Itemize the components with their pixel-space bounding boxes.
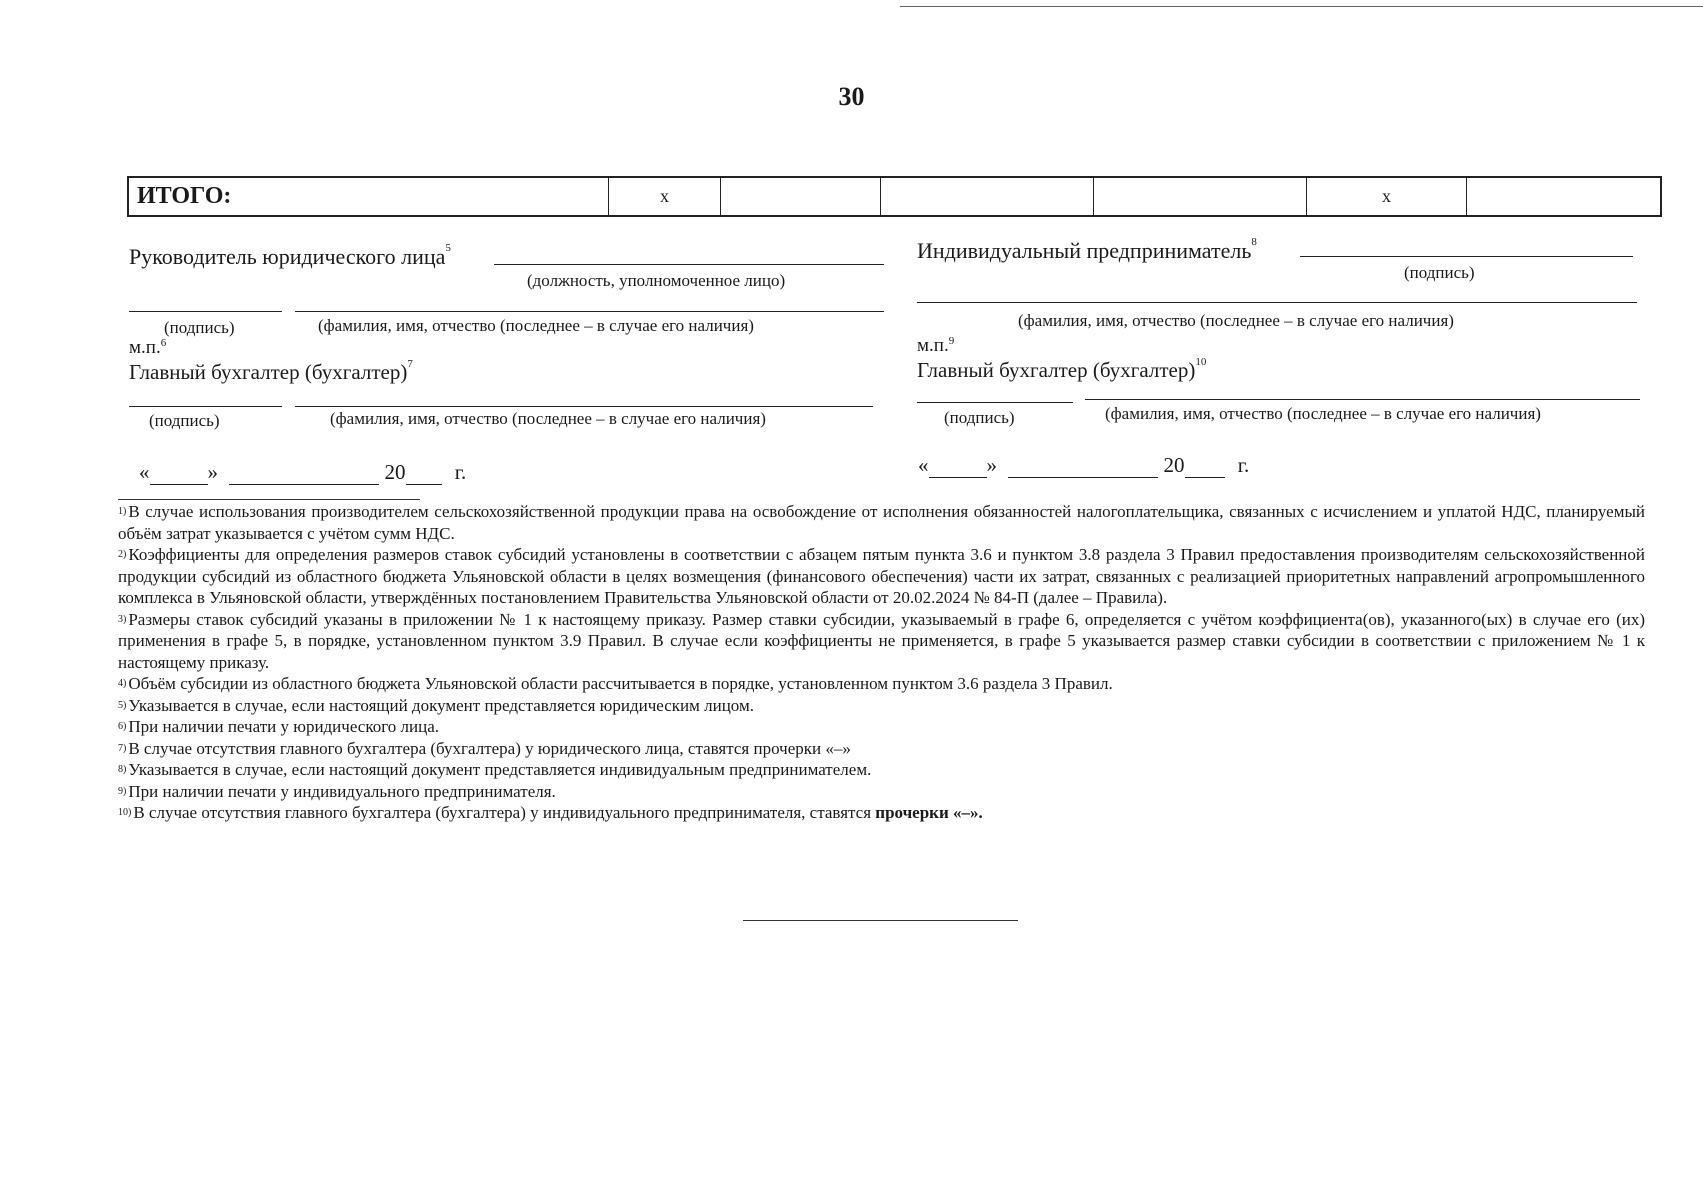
totals-table bbox=[127, 176, 1662, 217]
right-accountant-signature-caption: (подпись) bbox=[944, 408, 1015, 427]
footnote-5: $^{5)}$ Указывается в случае, если настоящий документ представляется юридическим лицом. bbox=[118, 695, 754, 715]
totals-cell-3 bbox=[721, 177, 881, 216]
totals-cell-2: х bbox=[609, 177, 721, 216]
left-fio-caption: (фамилия, имя, отчество (последнее – в случае его наличия) bbox=[318, 316, 754, 335]
page-number: 30 bbox=[838, 82, 865, 111]
right-accountant-signature-line bbox=[917, 402, 1073, 403]
totals-cell-6: х bbox=[1307, 177, 1467, 216]
footnote-8: $^{8)}$ Указывается в случае, если настоящий документ представляется индивидуальным предпринимателем. bbox=[118, 760, 872, 779]
footnote-2: $^{2)}$ Коэффициенты для определения размеров ставок субсидий установлены в соответствии с абзацем пятым пункта 3.6 и пунктом 3.8 раздела 3 Правил предоставления производителям сельскохозяйственной продукции субсидий из областного бюджета Ульяновской области в целях возмещения (финансового обеспечения) части их затрат, связанных с реализацией приоритетных направлений агропромышленного комплекса в Ульяновской области, утверждённых постановлением Правительства Ульяновской области от 20.02.2024 № 84-П (далее – Правила). bbox=[118, 545, 1645, 607]
left-fio-line bbox=[295, 311, 884, 312]
totals-cell-7 bbox=[1467, 177, 1662, 216]
ip-signature-line bbox=[1300, 256, 1633, 257]
ip-fio-line bbox=[917, 302, 1637, 303]
totals-label: ИТОГО: bbox=[128, 177, 609, 216]
position-line bbox=[494, 264, 884, 265]
left-accountant-signature-line bbox=[129, 406, 282, 407]
totals-cell-5 bbox=[1094, 177, 1307, 216]
footnote-3: $^{3)}$ Размеры ставок субсидий указаны в приложении № 1 к настоящему приказу. Размер ставки субсидии, указываемый в графе 6, определяется с учётом коэффициента(ов), указанного(ых) в случае его (их) применения в графе 5, в порядке, установленном пунктом 3.9 Правил. В случае если коэффициенты не применяется, в графе 5 указывается размер ставки субсидии в соответствии с приложением № 1 к настоящему приказу. bbox=[118, 609, 1645, 672]
right-accountant-title: Главный бухгалтер (бухгалтер)$^{10}$ bbox=[917, 356, 1207, 382]
footnote-separator bbox=[118, 499, 420, 500]
footnote-6: $^{6)}$ При наличии печати у юридического лица. bbox=[118, 717, 440, 736]
left-signature-line bbox=[129, 311, 282, 312]
left-signature-caption: (подпись) bbox=[164, 318, 235, 337]
footnote-7: $^{7)}$ В случае отсутствия главного бухгалтера (бухгалтера) у юридического лица, ставятся прочерки «–» bbox=[118, 738, 851, 758]
footnotes bbox=[118, 501, 1645, 824]
footnote-9: $^{9)}$ При наличии печати у индивидуального предпринимателя. bbox=[118, 781, 556, 801]
left-date: « » 20 г. bbox=[139, 460, 467, 484]
ip-signature-caption: (подпись) bbox=[1404, 263, 1475, 282]
top-border-line bbox=[900, 6, 1703, 7]
document-end-line bbox=[743, 920, 1018, 921]
position-caption: (должность, уполномоченное лицо) bbox=[527, 271, 786, 290]
footnote-4: $^{4)}$ Объём субсидии из областного бюджета Ульяновской области рассчитывается в порядке, установленном пунктом 3.6 раздела 3 Правил. bbox=[118, 674, 1113, 693]
head-title: Руководитель юридического лица$^5$ bbox=[129, 242, 451, 269]
totals-cell-4 bbox=[881, 177, 1094, 216]
right-date: « » 20 г. bbox=[918, 453, 1250, 477]
left-accountant-title: Главный бухгалтер (бухгалтер)$^7$ bbox=[129, 358, 413, 384]
left-stamp-place: м.п.$^6$ bbox=[129, 337, 167, 358]
footnote-10: $^{10)}$ В случае отсутствия главного бухгалтера (бухгалтера) у индивидуального предпринимателя, ставятся прочерки «–». bbox=[118, 803, 983, 822]
ip-fio-caption: (фамилия, имя, отчество (последнее – в случае его наличия) bbox=[1018, 311, 1454, 330]
totals-row bbox=[128, 177, 1661, 216]
ip-title: Индивидуальный предприниматель$^8$ bbox=[917, 236, 1257, 263]
footnote-1: $^{1)}$ В случае использования производителем сельскохозяйственной продукции права на освобождение от исполнения обязанностей налогоплательщика, связанных с исчислением и уплатой НДС, планируемый объём затрат указывается с учётом сумм НДС. bbox=[118, 502, 1645, 543]
left-accountant-fio-caption: (фамилия, имя, отчество (последнее – в случае его наличия) bbox=[330, 409, 766, 428]
left-accountant-signature-caption: (подпись) bbox=[149, 411, 220, 430]
right-accountant-fio-caption: (фамилия, имя, отчество (последнее – в случае его наличия) bbox=[1105, 404, 1541, 423]
right-accountant-fio-line bbox=[1085, 399, 1640, 400]
right-stamp-place: м.п.$^9$ bbox=[917, 335, 955, 356]
left-accountant-fio-line bbox=[295, 406, 873, 407]
